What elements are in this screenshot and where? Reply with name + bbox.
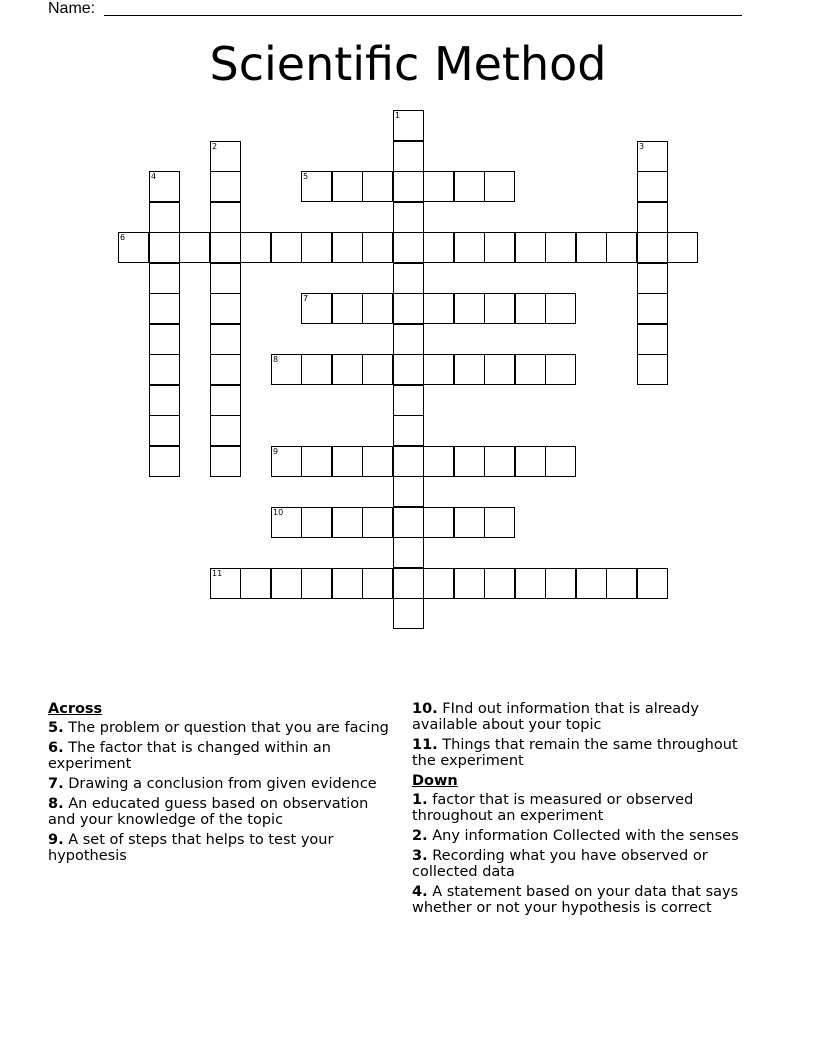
grid-cell[interactable] <box>240 568 271 599</box>
grid-cell[interactable] <box>149 324 180 355</box>
grid-cell[interactable] <box>271 507 302 538</box>
clue-across-8: 8. An educated guess based on observation and your knowledge of the topic <box>48 796 369 828</box>
clue-number-label: 10 <box>273 508 284 517</box>
grid-cell[interactable] <box>240 232 271 263</box>
grid-cell[interactable] <box>637 141 668 172</box>
grid-cell[interactable] <box>637 354 668 385</box>
grid-cell[interactable] <box>423 232 454 263</box>
grid-cell[interactable] <box>210 202 241 233</box>
grid-cell[interactable] <box>454 171 485 202</box>
grid-cell[interactable] <box>271 232 302 263</box>
grid-cell[interactable] <box>423 354 454 385</box>
grid-cell[interactable] <box>423 507 454 538</box>
grid-cell[interactable] <box>393 537 424 568</box>
name-label: Name: <box>48 0 96 17</box>
clue-number-label: 11 <box>212 569 223 578</box>
grid-cell[interactable] <box>362 171 393 202</box>
clue-down-4: 4. A statement based on your data that says whether or not your hypothesis is correct <box>412 884 739 916</box>
grid-cell[interactable] <box>362 446 393 477</box>
clue-number-label: 8 <box>273 355 279 364</box>
grid-cell[interactable] <box>332 232 363 263</box>
grid-cell[interactable] <box>484 507 515 538</box>
grid-cell[interactable] <box>332 446 363 477</box>
grid-cell[interactable] <box>576 568 607 599</box>
grid-cell[interactable] <box>515 354 546 385</box>
clue-across-11: 11. Things that remain the same throughout the experiment <box>412 737 738 769</box>
grid-cell[interactable] <box>484 171 515 202</box>
grid-cell[interactable] <box>149 293 180 324</box>
grid-cell[interactable] <box>454 354 485 385</box>
down-heading: Down <box>412 773 458 789</box>
grid-cell[interactable] <box>393 354 424 385</box>
grid-cell[interactable] <box>637 293 668 324</box>
grid-cell[interactable] <box>545 293 576 324</box>
grid-cell[interactable] <box>484 568 515 599</box>
grid-cell[interactable] <box>393 446 424 477</box>
grid-cell[interactable] <box>332 568 363 599</box>
clue-number-label: 7 <box>303 294 309 303</box>
clue-number-label: 5 <box>303 172 309 181</box>
grid-cell[interactable] <box>454 568 485 599</box>
clue-across-7: 7. Drawing a conclusion from given evidence <box>48 776 377 792</box>
grid-cell[interactable] <box>423 568 454 599</box>
grid-cell[interactable] <box>149 202 180 233</box>
grid-cell[interactable] <box>423 293 454 324</box>
grid-cell[interactable] <box>210 263 241 294</box>
grid-cell[interactable] <box>210 568 241 599</box>
grid-cell[interactable] <box>301 568 332 599</box>
grid-cell[interactable] <box>301 232 332 263</box>
page-title: Scientific Method <box>209 37 607 91</box>
grid-cell[interactable] <box>301 446 332 477</box>
clue-number-label: 9 <box>273 447 279 456</box>
grid-cell[interactable] <box>301 507 332 538</box>
across-heading: Across <box>48 701 103 717</box>
clue-number-label: 2 <box>212 142 218 151</box>
grid-cell[interactable] <box>210 232 241 263</box>
grid-cell[interactable] <box>515 446 546 477</box>
grid-cell[interactable] <box>271 446 302 477</box>
grid-cell[interactable] <box>149 354 180 385</box>
grid-cell[interactable] <box>362 354 393 385</box>
grid-cell[interactable] <box>332 293 363 324</box>
grid-cell[interactable] <box>393 598 424 629</box>
grid-cell[interactable] <box>637 324 668 355</box>
grid-cell[interactable] <box>149 263 180 294</box>
grid-cell[interactable] <box>393 385 424 416</box>
grid-cell[interactable] <box>393 110 424 141</box>
grid-cell[interactable] <box>210 415 241 446</box>
grid-cell[interactable] <box>210 354 241 385</box>
grid-cell[interactable] <box>393 232 424 263</box>
grid-cell[interactable] <box>210 324 241 355</box>
grid-cell[interactable] <box>149 232 180 263</box>
grid-cell[interactable] <box>454 507 485 538</box>
grid-cell[interactable] <box>210 171 241 202</box>
clue-number-label: 1 <box>395 111 401 120</box>
grid-cell[interactable] <box>454 232 485 263</box>
clue-across-9: 9. A set of steps that helps to test your hypothesis <box>48 832 334 864</box>
grid-cell[interactable] <box>210 293 241 324</box>
grid-cell[interactable] <box>637 263 668 294</box>
grid-cell[interactable] <box>118 232 149 263</box>
clue-down-2: 2. Any information Collected with the senses <box>412 828 739 844</box>
grid-cell[interactable] <box>149 171 180 202</box>
grid-cell[interactable] <box>454 293 485 324</box>
grid-cell[interactable] <box>545 354 576 385</box>
grid-cell[interactable] <box>454 446 485 477</box>
grid-cell[interactable] <box>301 354 332 385</box>
grid-cell[interactable] <box>606 568 637 599</box>
grid-cell[interactable] <box>332 507 363 538</box>
clue-number-label: 4 <box>151 172 157 181</box>
grid-cell[interactable] <box>393 141 424 172</box>
grid-cell[interactable] <box>545 232 576 263</box>
clue-down-1: 1. factor that is measured or observed throughout an experiment <box>412 792 694 824</box>
grid-cell[interactable] <box>332 354 363 385</box>
grid-cell[interactable] <box>393 171 424 202</box>
grid-cell[interactable] <box>149 415 180 446</box>
grid-cell[interactable] <box>484 232 515 263</box>
grid-cell[interactable] <box>362 507 393 538</box>
grid-cell[interactable] <box>515 568 546 599</box>
grid-cell[interactable] <box>637 202 668 233</box>
grid-cell[interactable] <box>210 385 241 416</box>
grid-cell[interactable] <box>301 293 332 324</box>
grid-cell[interactable] <box>362 568 393 599</box>
grid-cell[interactable] <box>576 232 607 263</box>
grid-cell[interactable] <box>271 568 302 599</box>
grid-cell[interactable] <box>545 446 576 477</box>
grid-cell[interactable] <box>393 263 424 294</box>
grid-cell[interactable] <box>515 232 546 263</box>
grid-cell[interactable] <box>393 568 424 599</box>
clue-number-label: 3 <box>639 142 645 151</box>
clue-down-3: 3. Recording what you have observed or collected data <box>412 848 708 880</box>
grid-cell[interactable] <box>637 568 668 599</box>
clues-column-left <box>48 701 394 868</box>
grid-cell[interactable] <box>484 446 515 477</box>
grid-cell[interactable] <box>210 141 241 172</box>
grid-cell[interactable] <box>393 324 424 355</box>
grid-cell[interactable] <box>606 232 637 263</box>
grid-cell[interactable] <box>423 171 454 202</box>
grid-cell[interactable] <box>332 171 363 202</box>
clue-across-6: 6. The factor that is changed within an experiment <box>48 740 331 772</box>
grid-cell[interactable] <box>484 293 515 324</box>
grid-cell[interactable] <box>362 232 393 263</box>
grid-cell[interactable] <box>393 476 424 507</box>
grid-cell[interactable] <box>393 415 424 446</box>
grid-cell[interactable] <box>545 568 576 599</box>
clue-across-10: 10. FInd out information that is already available about your topic <box>412 701 699 733</box>
grid-cell[interactable] <box>271 354 302 385</box>
grid-cell[interactable] <box>149 385 180 416</box>
grid-cell[interactable] <box>667 232 698 263</box>
grid-cell[interactable] <box>637 171 668 202</box>
grid-cell[interactable] <box>637 232 668 263</box>
grid-cell[interactable] <box>393 293 424 324</box>
grid-cell[interactable] <box>301 171 332 202</box>
grid-cell[interactable] <box>149 446 180 477</box>
grid-cell[interactable] <box>393 507 424 538</box>
clues-column-right <box>412 701 758 920</box>
grid-cell[interactable] <box>423 446 454 477</box>
clue-number-label: 6 <box>120 233 126 242</box>
clue-across-5: 5. The problem or question that you are facing <box>48 720 389 736</box>
grid-cell[interactable] <box>362 293 393 324</box>
grid-cell[interactable] <box>210 446 241 477</box>
grid-cell[interactable] <box>393 202 424 233</box>
grid-cell[interactable] <box>484 354 515 385</box>
grid-cell[interactable] <box>179 232 210 263</box>
grid-cell[interactable] <box>515 293 546 324</box>
